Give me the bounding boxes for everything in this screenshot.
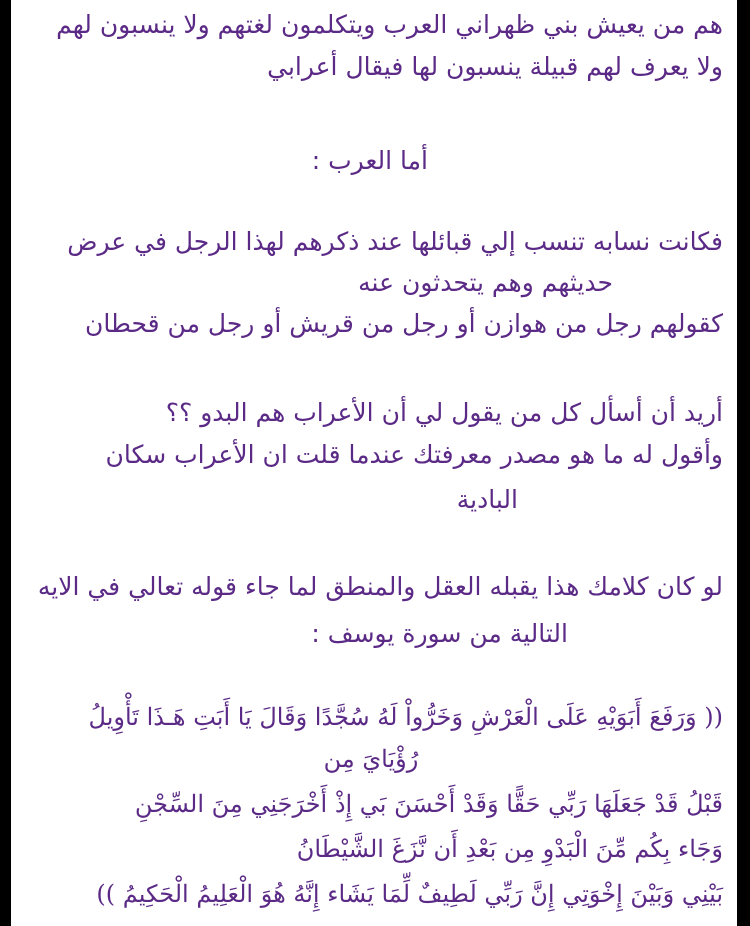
left-edge xyxy=(0,0,11,926)
quran-verse-line4: وَجَاء بِكُم مِّنَ الْبَدْوِ مِن بَعْدِ أَن نَّزَغَ الشَّيْطَانُ xyxy=(296,835,723,863)
document-page xyxy=(11,0,737,926)
quran-verse-line2: رُؤْيَايَ مِن xyxy=(323,745,419,773)
quran-verse-line3: قَبْلُ قَدْ جَعَلَهَا رَبِّي حَقًّا وَقَدْ أَحْسَنَ بَي إِذْ أَخْرَجَنِي مِنَ السِّجْنِ xyxy=(134,790,723,818)
section-heading: أما العرب : xyxy=(311,146,428,175)
paragraph2-line2: حديثهم وهم يتحدثون عنه xyxy=(358,268,613,297)
paragraph3-line3: البادية xyxy=(456,485,518,514)
paragraph3-line2: وأقول له ما هو مصدر معرفتك عندما قلت ان الأعراب سكان xyxy=(105,440,723,469)
paragraph3-line1: أريد أن أسأل كل من يقول لي أن الأعراب هم البدو ؟؟ xyxy=(165,398,723,427)
quran-verse-line5: بَيْنِي وَبَيْنَ إِخْوَتِي إِنَّ رَبِّي لَطِيفٌ لِّمَا يَشَاء إِنَّهُ هُوَ الْعَلِيمُ الْحَكِيمُ )) xyxy=(96,880,723,908)
paragraph1-line2: ولا يعرف لهم قبيلة ينسبون لها فيقال أعرابي xyxy=(267,52,723,81)
paragraph4-line1: لو كان كلامك هذا يقبله العقل والمنطق لما جاء قوله تعالي في الايه xyxy=(37,572,723,601)
paragraph4-line2: التالية من سورة يوسف : xyxy=(311,619,568,648)
right-edge xyxy=(737,0,750,926)
paragraph1-line1: هم من يعيش بني ظهراني العرب ويتكلمون لغتهم ولا ينسبون لهم xyxy=(56,10,723,39)
paragraph2-line3: كقولهم رجل من هوازن أو رجل من قريش أو رجل من قحطان xyxy=(85,309,723,338)
paragraph2-line1: فكانت نسابه تنسب إلي قبائلها عند ذكرهم لهذا الرجل في عرض xyxy=(67,227,723,256)
quran-verse-line1: (( وَرَفَعَ أَبَوَيْهِ عَلَى الْعَرْشِ وَخَرُّواْ لَهُ سُجَّدًا وَقَالَ يَا أَبَتِ هَـذَا تَأْوِيلُ xyxy=(88,703,723,731)
